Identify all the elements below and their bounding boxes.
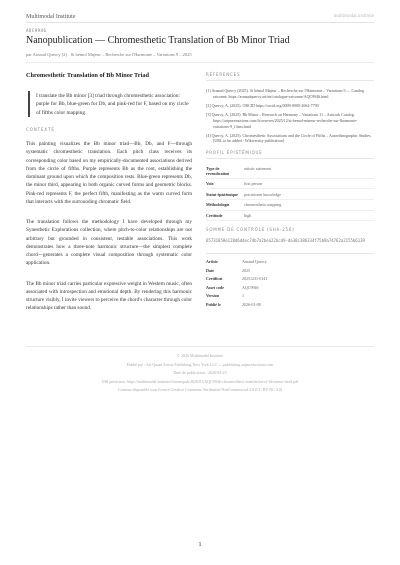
profile-row bbox=[206, 210, 374, 221]
article-title: Chromesthetic Translation of Bb Minor Triad bbox=[26, 72, 149, 79]
record-row bbox=[206, 300, 374, 309]
profile-value: chromesthetic mapping bbox=[244, 200, 374, 211]
persistent-uri-line[interactable]: URI persistent: https://multimodal.institute/fr/nanopub/2026/01/AQC9946-chromesthetic-translation-of-bb-minor-triad.pdf bbox=[101, 378, 299, 384]
references-heading: RÉFÉRENCES bbox=[206, 72, 241, 77]
record-table bbox=[206, 253, 374, 308]
references-list bbox=[206, 88, 374, 144]
profile-key: Certitude bbox=[206, 210, 244, 221]
profile-key: Méthodologie bbox=[206, 200, 244, 211]
context-heading: CONTEXTE bbox=[26, 127, 55, 133]
license-line: Contenu disponible sous licence Creative Commons Attribution-NonCommercial 4.0 (CC BY-NC 4.0) bbox=[117, 387, 283, 393]
record-value: AQC9946 bbox=[242, 284, 259, 290]
record-value: 20251231-0141 bbox=[242, 276, 268, 282]
profile-value: practitioner knowledge bbox=[244, 189, 374, 200]
references-divider bbox=[206, 80, 374, 81]
epistemic-profile-heading: PROFIL ÉPISTÉMIQUE bbox=[206, 150, 263, 156]
record-key: Asset code bbox=[206, 284, 224, 290]
record-key: Certificat bbox=[206, 276, 223, 282]
reference-item[interactable]: [2] Quercy, A. (2025). ORCID https://orcid.org/0009-0000-2662-7790 bbox=[206, 102, 319, 108]
record-key: Version bbox=[206, 293, 219, 299]
title-divider bbox=[26, 62, 374, 63]
record-value: Arnaud Quercy bbox=[242, 259, 267, 265]
profile-value: artistic statement bbox=[244, 163, 374, 178]
profile-value: first person bbox=[244, 178, 374, 189]
profile-row bbox=[206, 178, 374, 189]
institution-domain[interactable]: multimodal.institute bbox=[333, 14, 374, 19]
profile-divider bbox=[206, 158, 374, 159]
record-key: Publié le bbox=[206, 301, 221, 307]
publication-date-line: Date de publication : 2026-04-23 bbox=[173, 370, 227, 376]
profile-row bbox=[206, 189, 374, 200]
profile-value: high bbox=[244, 210, 374, 221]
page-footer bbox=[26, 352, 374, 395]
record-row bbox=[206, 274, 374, 283]
record-key: Artiste bbox=[206, 259, 218, 265]
main-column bbox=[26, 72, 192, 313]
record-row bbox=[206, 254, 374, 266]
profile-key: Voix bbox=[206, 178, 244, 189]
reference-item[interactable]: [4] Quercy, A. (2025). Chromesthetic Associations and the Circle of Fifths – Autoethnographic Studies. [URL to be added - Wikiversity publication] bbox=[206, 132, 372, 144]
page-title: Nanopublication — Chromesthetic Translation of Bb Minor Triad bbox=[26, 35, 290, 46]
abstract-text: I translate the Bb minor [3] triad through chromesthetic association: purple for Bb, blue-green for Db, and pink-red for F, based on my circle of fifths color mapping. bbox=[36, 93, 189, 116]
record-value: 2025 bbox=[242, 267, 250, 273]
checksum-value: 65731858e128d6d4ec74b7a2bea22bcd9-da30c386334f75b9a74762a2155b6139 bbox=[206, 238, 365, 244]
profile-key: Statut épistémique bbox=[206, 189, 244, 200]
record-row bbox=[206, 283, 374, 292]
record-key: Date bbox=[206, 267, 214, 273]
checksum-heading: SOMME DE CONTRÔLE (SHA-256) bbox=[206, 227, 295, 233]
record-row bbox=[206, 266, 374, 275]
record-value: 1 bbox=[242, 293, 244, 299]
sidebar bbox=[206, 72, 374, 308]
byline: par Arnaud Quercy [2] · Si bémol Majeur – Recherche sur l'Harmonie – Variations 9 – 2025 bbox=[26, 52, 192, 57]
abstract-blockquote bbox=[28, 91, 192, 117]
body-paragraph: The Bb minor triad carries particular expressive weight in Western music, often associated with introspection and emotional depth. By rendering this harmonic structure visibly, I invite viewers to perceive the chord's character through color relationships rather than sound. bbox=[26, 280, 192, 312]
profile-key: Type de revendication bbox=[206, 163, 244, 178]
page-number: 1 bbox=[198, 541, 202, 548]
copyright-line: © 2026 Multimodal Institute bbox=[176, 353, 224, 358]
epistemic-profile-table bbox=[206, 163, 374, 221]
header-divider bbox=[26, 22, 374, 23]
document-id: AQC9946 bbox=[26, 28, 47, 33]
record-value: 2026-01-08 bbox=[242, 301, 261, 307]
body-paragraph: The translation follows the methodology I have developed through my Synesthetic Explorations collection, where pitch-to-color relationships are not arbitrary but grounded in consistent, testable associations. This work demonstrates how a three-note harmonic structure—the simplest complete chord—generates a complete visual composition through systematic color application. bbox=[26, 219, 192, 267]
institution-name: Multimodal Institute bbox=[26, 14, 76, 20]
profile-row bbox=[206, 163, 374, 178]
reference-item[interactable]: [1] Arnaud Quercy (2025). Si bémol Majeur – Recherche sur l'Harmonie – Variations 9 — Catalog raisonné. https://arnaudquercy.art/en/catalogue-raisonne/AQC9946.html bbox=[206, 88, 364, 99]
publisher-line[interactable]: Publié par : Art Quant Artists Publishing New York LLC — publishing.artpuremotions.com bbox=[126, 361, 274, 367]
profile-row bbox=[206, 200, 374, 211]
body-paragraph: This painting visualizes the Bb minor triad—Bb, Db, and F—through systematic chromesthetic translation. Each pitch class receives its corresponding color based on my empirically-documented associations derived from the circle of fifths. Purple represents Bb as the root, establishing the dominant ground upon which the composition rests. Blue-green represents Db, the minor third, appearing in both organic curved forms and geometric blocks. Pink-red represents F, the perfect fifth, manifesting as the warm curved form that interacts with the surrounding chromatic field. bbox=[26, 141, 192, 205]
reference-item[interactable]: [3] Quercy, A. (2025). Bb Minor – Research on Harmony – Variations 11 – Artwork Catalog. https://artpuremotions.com/fr/oeuvres/2025/12/si-bemol-mineur-recherche-sur-lharmonie-variations-9_f.htm.html bbox=[206, 111, 358, 129]
record-row bbox=[206, 291, 374, 300]
footer-divider bbox=[26, 346, 374, 347]
